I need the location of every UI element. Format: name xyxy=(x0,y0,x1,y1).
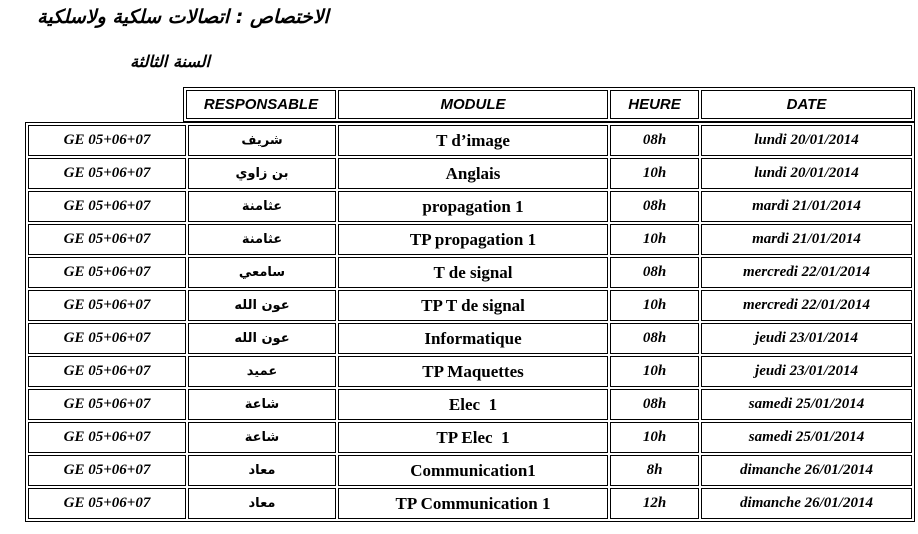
module-cell: propagation 1 xyxy=(338,191,608,222)
table-row xyxy=(28,422,912,453)
date-cell: mardi 21/01/2014 xyxy=(701,191,912,222)
module-cell: TP T de signal xyxy=(338,290,608,321)
module-cell: Anglais xyxy=(338,158,608,189)
table-row xyxy=(28,356,912,387)
date-cell: mercredi 22/01/2014 xyxy=(701,290,912,321)
date-cell: mercredi 22/01/2014 xyxy=(701,257,912,288)
heure-cell: 10h xyxy=(610,290,699,321)
responsable-cell: سامعي xyxy=(188,257,336,288)
group-cell: GE 05+06+07 xyxy=(28,290,186,321)
heure-cell: 08h xyxy=(610,191,699,222)
table-row xyxy=(28,257,912,288)
group-cell: GE 05+06+07 xyxy=(28,224,186,255)
module-cell: T d’image xyxy=(338,125,608,156)
heure-cell: 08h xyxy=(610,389,699,420)
table-row xyxy=(28,191,912,222)
date-cell: lundi 20/01/2014 xyxy=(701,125,912,156)
header-date: DATE xyxy=(701,90,912,119)
responsable-cell: معاد xyxy=(188,455,336,486)
heure-cell: 10h xyxy=(610,224,699,255)
year-subtitle: السنة الثالثة xyxy=(130,52,210,71)
table-row xyxy=(28,488,912,519)
heure-cell: 8h xyxy=(610,455,699,486)
heure-cell: 08h xyxy=(610,257,699,288)
module-cell: Communication1 xyxy=(338,455,608,486)
heure-cell: 10h xyxy=(610,422,699,453)
group-cell: GE 05+06+07 xyxy=(28,125,186,156)
module-cell: TP Communication 1 xyxy=(338,488,608,519)
date-cell: samedi 25/01/2014 xyxy=(701,389,912,420)
module-cell: Informatique xyxy=(338,323,608,354)
responsable-cell: عون الله xyxy=(188,290,336,321)
group-cell: GE 05+06+07 xyxy=(28,422,186,453)
date-cell: lundi 20/01/2014 xyxy=(701,158,912,189)
responsable-cell: عميد xyxy=(188,356,336,387)
responsable-cell: شريف xyxy=(188,125,336,156)
table-row xyxy=(28,290,912,321)
group-cell: GE 05+06+07 xyxy=(28,356,186,387)
header-responsable: RESPONSABLE xyxy=(186,90,336,119)
table-row xyxy=(28,224,912,255)
specialization-title: الاختصاص : اتصالات سلكية ولاسلكية xyxy=(37,6,329,28)
module-cell: TP propagation 1 xyxy=(338,224,608,255)
date-cell: jeudi 23/01/2014 xyxy=(701,323,912,354)
date-cell: jeudi 23/01/2014 xyxy=(701,356,912,387)
responsable-cell: معاد xyxy=(188,488,336,519)
table-row xyxy=(28,389,912,420)
header-heure: HEURE xyxy=(610,90,699,119)
exam-schedule-table xyxy=(25,122,915,522)
module-cell: TP Maquettes xyxy=(338,356,608,387)
module-cell: Elec 1 xyxy=(338,389,608,420)
group-cell: GE 05+06+07 xyxy=(28,158,186,189)
heure-cell: 08h xyxy=(610,125,699,156)
group-cell: GE 05+06+07 xyxy=(28,323,186,354)
date-cell: dimanche 26/01/2014 xyxy=(701,488,912,519)
heure-cell: 12h xyxy=(610,488,699,519)
responsable-cell: شاعة xyxy=(188,389,336,420)
header-module: MODULE xyxy=(338,90,608,119)
responsable-cell: بن زاوي xyxy=(188,158,336,189)
module-cell: TP Elec 1 xyxy=(338,422,608,453)
module-cell: T de signal xyxy=(338,257,608,288)
responsable-cell: شاعة xyxy=(188,422,336,453)
table-row xyxy=(28,125,912,156)
heure-cell: 10h xyxy=(610,356,699,387)
table-row xyxy=(28,323,912,354)
group-cell: GE 05+06+07 xyxy=(28,389,186,420)
header-row xyxy=(186,90,912,119)
responsable-cell: عون الله xyxy=(188,323,336,354)
group-cell: GE 05+06+07 xyxy=(28,257,186,288)
table-row xyxy=(28,158,912,189)
heure-cell: 08h xyxy=(610,323,699,354)
schedule-header-table xyxy=(183,87,915,122)
group-cell: GE 05+06+07 xyxy=(28,488,186,519)
group-cell: GE 05+06+07 xyxy=(28,455,186,486)
heure-cell: 10h xyxy=(610,158,699,189)
group-cell: GE 05+06+07 xyxy=(28,191,186,222)
date-cell: samedi 25/01/2014 xyxy=(701,422,912,453)
table-row xyxy=(28,455,912,486)
responsable-cell: عثامنة xyxy=(188,224,336,255)
date-cell: dimanche 26/01/2014 xyxy=(701,455,912,486)
responsable-cell: عثامنة xyxy=(188,191,336,222)
date-cell: mardi 21/01/2014 xyxy=(701,224,912,255)
